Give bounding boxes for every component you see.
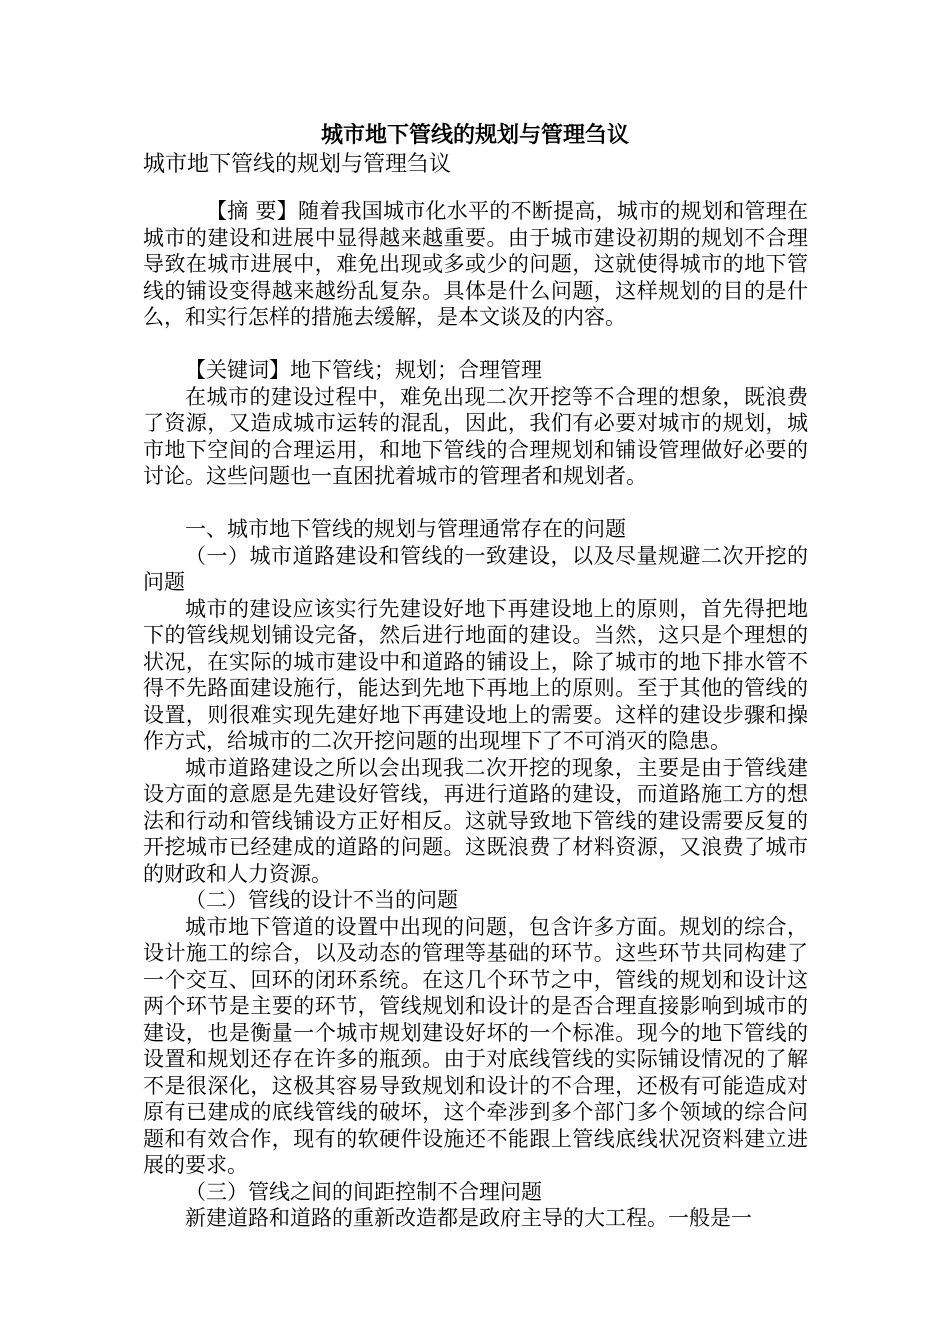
section-heading-1: 一、城市地下管线的规划与管理通常存在的问题 — [185, 517, 626, 541]
body-paragraph: 新建道路和道路的重新改造都是政府主导的大工程。一般是一 — [185, 1206, 752, 1230]
document-title: 城市地下管线的规划与管理刍议 — [320, 122, 629, 148]
document-body — [143, 198, 808, 1232]
subsection-heading-1: （一）城市道路建设和管线的一致建设，以及尽量规避二次开挖的问题 — [143, 543, 808, 594]
abstract-paragraph: 【摘 要】随着我国城市化水平的不断提高，城市的规划和管理在城市的建设和进展中显得越来越重要。由于城市建设初期的规划不合理导致在城市进展中，难免出现或多或少的问题，这就使得城市的地下管线的铺设变得越来越纷乱复杂。具体是什么问题，这样规划的目的是什么，和实行怎样的措施去缓解，是本文谈及的内容。 — [143, 199, 808, 329]
subsection-heading-2: （二）管线的设计不当的问题 — [185, 888, 458, 912]
paragraph-gap — [143, 331, 808, 358]
document-subtitle: 城市地下管线的规划与管理刍议 — [143, 152, 452, 177]
body-paragraph: 城市的建设应该实行先建设好地下再建设地上的原则，首先得把地下的管线规划铺设完备，然后进行地面的建设。当然，这只是个理想的状况，在实际的城市建设中和道路的铺设上，除了城市的地下排水管不得不先路面建设施行，能达到先地下再地上的原则。至于其他的管线的设置，则很难实现先建好地下再建设地上的需要。这样的建设步骤和操作方式，给城市的二次开挖问题的出现埋下了不可消灭的隐患。 — [143, 596, 808, 753]
paragraph-gap — [143, 490, 808, 517]
body-paragraph: 城市地下管道的设置中出现的问题，包含许多方面。规划的综合，设计施工的综合，以及动态的管理等基础的环节。这些环节共同构建了一个交互、回环的闭环系统。在这几个环节之中，管线的规划和设计这两个环节是主要的环节，管线规划和设计的是否合理直接影响到城市的建设，也是衡量一个城市规划建设好坏的一个标准。现今的地下管线的设置和规划还存在许多的瓶颈。由于对底线管线的实际铺设情况的了解不是很深化，这极其容易导致规划和设计的不合理，还极有可能造成对原有已建成的底线管线的破坏，这个牵涉到多个部门多个领域的综合问题和有效合作，现有的软硬件设施还不能跟上管线底线状况资料建立进展的要求。 — [143, 914, 808, 1177]
body-paragraph: 城市道路建设之所以会出现我二次开挖的现象，主要是由于管线建设方面的意愿是先建设好管线，再进行道路的建设，而道路施工方的想法和行动和管线铺设方正好相反。这就导致地下管线的建设需要反复的开挖城市已经建成的道路的问题。这既浪费了材料资源，又浪费了城市的财政和人力资源。 — [143, 755, 808, 886]
intro-paragraph: 在城市的建设过程中，难免出现二次开挖等不合理的想象，既浪费了资源，又造成城市运转的混乱，因此，我们有必要对城市的规划，城市地下空间的合理运用，和地下管线的合理规划和铺设管理做好必要的讨论。这些问题也一直困扰着城市的管理者和规划者。 — [143, 384, 808, 488]
keywords-line: 【关键词】地下管线；规划；合理管理 — [185, 358, 542, 382]
subsection-heading-3: （三）管线之间的间距控制不合理问题 — [185, 1179, 542, 1204]
